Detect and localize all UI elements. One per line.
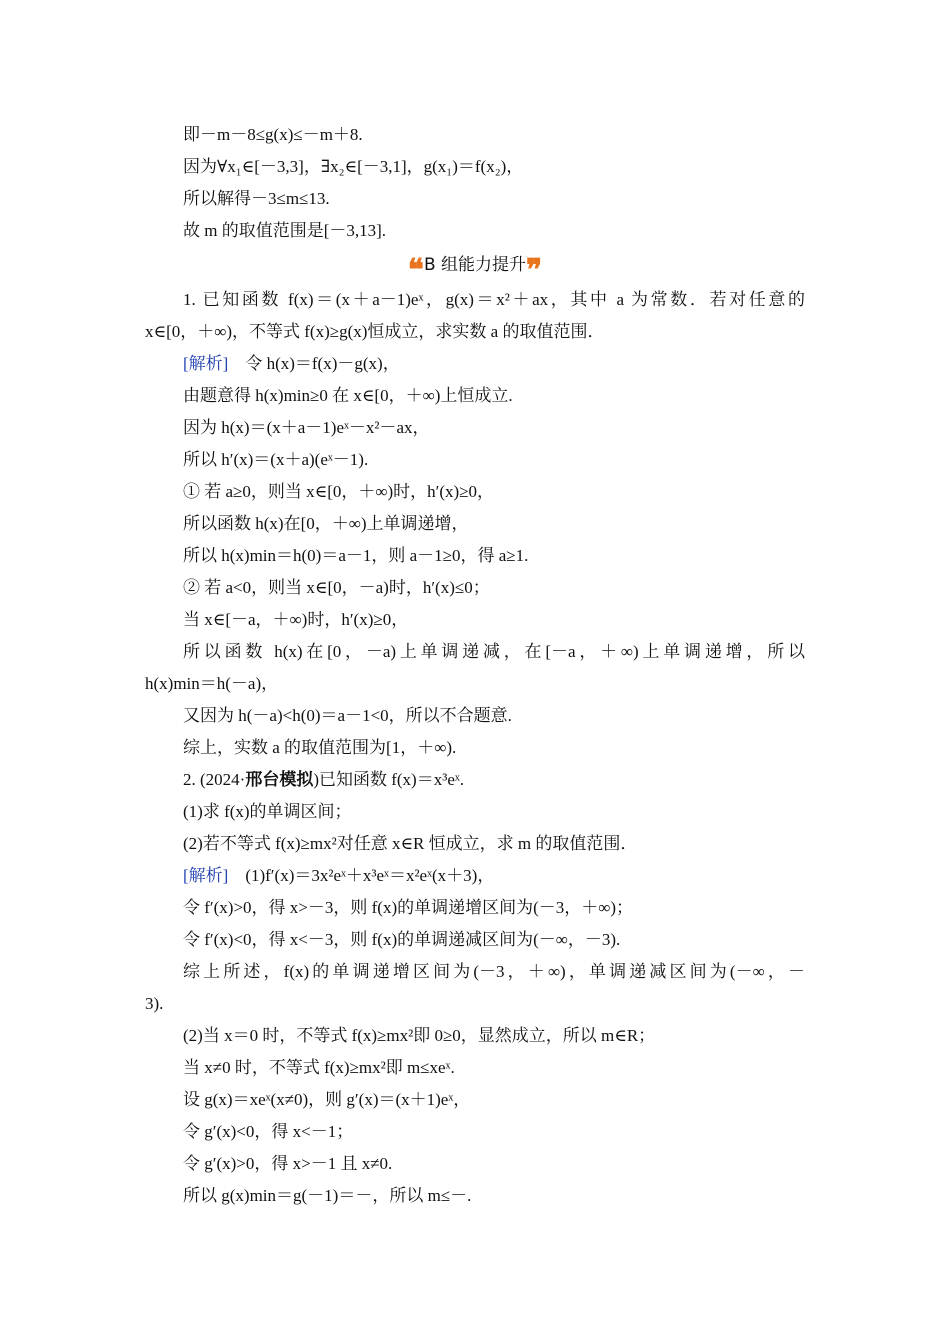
problem-2-statement [183, 769, 464, 791]
problem-1-statement: 1. 已知函数 f(x)＝(x＋a－1)eˣ，g(x)＝x²＋ax，其中 a 为常数．若对任意的 [183, 290, 805, 309]
text-line: ② 若 a<0，则当 x∈[0，－a)时，h′(x)≤0； [183, 578, 490, 597]
text-line: (1)f′(x)＝3x²eˣ＋x³eˣ＝x²eˣ(x＋3)， [245, 866, 495, 885]
text-line: 综上所述，f(x)的单调递增区间为(－3，＋∞)，单调递减区间为(－∞，－ [183, 962, 805, 981]
text-line: 所以函数 h(x)在[0，－a)上单调递减，在[－a，＋∞)上单调递增，所以 [183, 642, 805, 661]
text-line: 由题意得 h(x)min≥0 在 x∈[0，＋∞)上恒成立. [183, 386, 513, 405]
text-line: 令 f′(x)<0，得 x<－3，则 f(x)的单调递减区间为(－∞，－3). [183, 930, 621, 949]
text-line: 3). [145, 994, 164, 1013]
text-line: 故 m 的取值范围是[－3,13]. [183, 221, 387, 240]
text-line: 当 x∈[－a，＋∞)时，h′(x)≥0， [183, 610, 409, 629]
text-line: 综上，实数 a 的取值范围为[1，＋∞). [183, 738, 457, 757]
problem-1-statement-cont: x∈[0，＋∞)，不等式 f(x)≥g(x)恒成立，求实数 a 的取值范围． [145, 322, 605, 341]
text-segment: )已知函数 f(x)＝x³eˣ. [313, 770, 465, 789]
text-line: 令 g′(x)<0，得 x<－1； [183, 1122, 354, 1141]
text-line: (1)求 f(x)的单调区间； [183, 802, 352, 821]
text-line: 令 g′(x)>0，得 x>－1 且 x≠0. [183, 1154, 393, 1173]
text-line: 又因为 h(－a)<h(0)＝a－1<0，所以不合题意. [183, 706, 512, 725]
solution-line [183, 353, 400, 375]
text-line: 因为∀x₁∈[－3,3]，∃x₂∈[－3,1]，g(x₁)＝f(x₂)， [183, 157, 524, 176]
text-line: 当 x≠0 时，不等式 f(x)≥mx²即 m≤xeˣ. [183, 1058, 455, 1077]
text-line: (2)当 x＝0 时，不等式 f(x)≥mx²即 0≥0，显然成立，所以 m∈R； [183, 1026, 656, 1045]
text-line: 所以 h′(x)＝(x＋a)(eˣ－1). [183, 450, 369, 469]
text-line: (2)若不等式 f(x)≥mx²对任意 x∈R 恒成立，求 m 的取值范围． [183, 834, 638, 853]
text-line: h(x)min＝h(－a)， [145, 674, 279, 693]
text-line: 所以函数 h(x)在[0，＋∞)上单调递增， [183, 514, 469, 533]
text-line: ① 若 a≥0，则当 x∈[0，＋∞)时，h′(x)≥0， [183, 482, 495, 501]
open-quote-icon: ❝ [407, 253, 424, 288]
text-line: 即－m－8≤g(x)≤－m＋8. [183, 125, 363, 144]
text-line: 所以 g(x)min＝g(－1)＝－，所以 m≤－. [183, 1186, 472, 1205]
section-heading-text: B 组能力提升 [423, 255, 527, 275]
close-quote-icon: ❞ [526, 253, 543, 288]
analysis-tag: [解析] [183, 354, 229, 373]
text-line: 所以解得－3≤m≤13. [183, 189, 330, 208]
section-heading [0, 252, 950, 288]
source-label: 邢台模拟 [245, 770, 314, 789]
text-line: 设 g(x)＝xeˣ(x≠0)，则 g′(x)＝(x＋1)eˣ， [183, 1090, 471, 1109]
solution-line [183, 865, 494, 887]
text-line: 令 h(x)＝f(x)－g(x)， [245, 354, 400, 373]
analysis-tag: [解析] [183, 866, 229, 885]
text-line: 令 f′(x)>0，得 x>－3，则 f(x)的单调递增区间为(－3，＋∞)； [183, 898, 634, 917]
text-segment: 2. (2024· [183, 770, 246, 789]
text-line: 所以 h(x)min＝h(0)＝a－1，则 a－1≥0，得 a≥1. [183, 546, 529, 565]
text-line: 因为 h(x)＝(x＋a－1)eˣ－x²－ax， [183, 418, 430, 437]
